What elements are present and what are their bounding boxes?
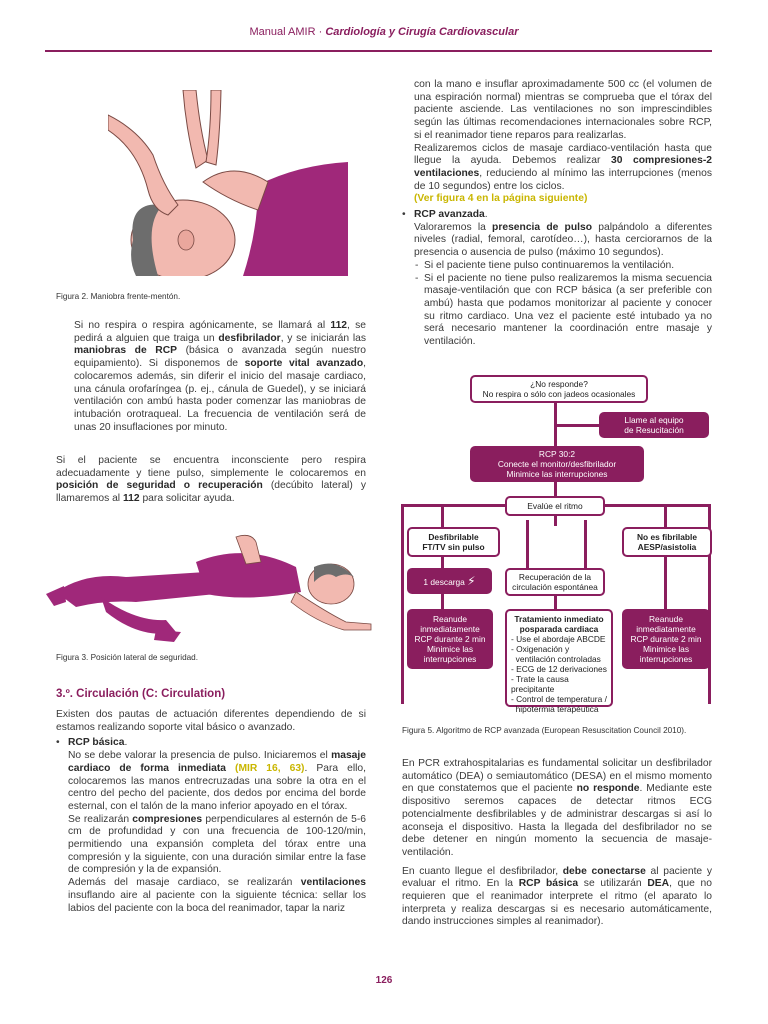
- figure-3-illustration: [46, 532, 376, 642]
- connector: [664, 557, 667, 609]
- connector: [584, 520, 587, 568]
- als-algorithm-flowchart: [396, 372, 716, 717]
- flow-post-arrest-care: Tratamiento inmediato posparada cardiaca - Use el abordaje ABCDE - Oxigenación y ventilación controladas - ECG de 12 derivaciones - Trate la causa precipitante - Control de temperatura / hipotermia terapéutica: [505, 609, 613, 707]
- connector: [526, 520, 529, 568]
- header-rule: [45, 50, 712, 52]
- paragraph-recovery-position: Si el paciente se encuentra inconsciente pero respira adecuadamente y tiene pulso, simplemente le colocaremos en posición de seguridad o recuperación (decúbito lateral) y llamaremos al 112 para solicitar ayuda.: [56, 455, 366, 505]
- rcp-avanzada-item: • RCP avanzada. Valoraremos la presencia de pulso palpándolo a diferentes niveles (radial, femoral, carotídeo…), hasta cerciorarnos de la presencia o ausencia de pulso (máximo 10 segundos). - Si el paciente tiene pulso continuaremos la ventilación. - Si el paciente no tiene pulso realizaremos la misma secuencia masaje-ventilación que con RCP básica (a ser preferible con ambú) hasta que podamos monitorizar al paciente y conocer su ritmo cardiaco. Una vez el paciente esté intubado ya no será necesario mantener la coordinación entre masaje y ventilación.: [402, 209, 712, 349]
- flow-call-team: Llame al equipo de Resucitación: [599, 412, 709, 438]
- flow-rosc: Recuperación de la circulación espontánea: [505, 568, 605, 596]
- lightning-icon: ⚡: [467, 573, 476, 588]
- defibrillator-text: En PCR extrahospitalarias es fundamental solicitar un desfibrilador automático (DEA) o semiautomático (DESA) en el mismo momento en que constatemos que el paciente no responde. Mediante este dispositivo seremos capaces de detectar ritmos ECG potencialmente desfibrilables y de administrar descargas si así lo aconseja el dispositivo. Hasta la llegada del desfibrilador no se debe detener en ningún momento la secuencia de masaje-ventilación. En cuanto llegue el desfibrilador, debe conectarse al paciente y evaluar el ritmo. En la RCP básica se utilizarán DEA, que no requieren que el reanimador interprete el ritmo (el aparato lo interpreta y realiza descargas si es necesario automáticamente, dando instrucciones simples al reanimador).: [402, 758, 713, 928]
- circulation-text: [56, 709, 366, 915]
- book-title: Manual AMIR ·: [249, 26, 326, 38]
- figure-3-caption: Figura 3. Posición lateral de seguridad.: [56, 653, 198, 662]
- page-header: [0, 26, 768, 38]
- connector: [554, 482, 557, 496]
- section-title: 3.º. Circulación (C: Circulation): [56, 688, 226, 700]
- connector: [401, 504, 404, 704]
- connector: [554, 594, 557, 610]
- flow-resume-cpr-shockable: Reanude inmediatamente RCP durante 2 min Minimice las interrupciones: [407, 609, 493, 669]
- figure-5-caption: Figura 5. Algoritmo de RCP avanzada (European Resuscitation Council 2010).: [402, 726, 687, 735]
- flow-no-response: ¿No responde? No respira o sólo con jadeos ocasionales: [470, 375, 648, 403]
- flow-shockable: Desfibrilable FT/TV sin pulso: [407, 527, 500, 557]
- book-subject: Cardiología y Cirugía Cardiovascular: [325, 26, 519, 38]
- flow-resume-cpr-non-shockable: Reanude inmediatamente RCP durante 2 min Minimice las interrupciones: [622, 609, 710, 669]
- connector: [554, 516, 557, 526]
- paragraph-ventilation: Si no respira o respira agónicamente, se llamará al 112, se pedirá a alguien que traiga un desfibrilador, y se iniciarán las maniobras de RCP (básica o avanzada según nuestro equipamiento). Si disponemos de soporte vital avanzado, colocaremos además, sin diferir el inicio del masaje cardiaco, una cánula orofaríngea (p. ej., cánula de Guedel), y se iniciará ventilación con ambú hasta poder comenzar las maniobras de intubación orotraqueal. La frecuencia de ventilación será de unas 20 insuflaciones por minuto.: [74, 320, 366, 433]
- right-column-text: con la mano e insuflar aproximadamente 500 cc (el volumen de una espiración normal) mientras se comprueba que el tórax del paciente asciende. Las ventilaciones no son imprescindibles según las últimas recomendaciones internacionales sobre RCP, si el reanimador tiene reparos para realizarlas. Realizaremos ciclos de masaje cardiaco-ventilación hasta que llegue la ayuda. Debemos realizar 30 compresiones-2 ventilaciones, reduciendo al mínimo las interrupciones (menos de 10 segundos) entre los ciclos. (Ver figura 4 en la página siguiente) • RCP avanzada. Valoraremos la presencia de pulso palpándolo a diferentes niveles (radial, femoral, carotídeo…), hasta cerciorarnos de la presencia o ausencia de pulso (máximo 10 segundos). - Si el paciente tiene pulso continuaremos la ventilación. - Si el paciente no tiene pulso realizaremos la misma secuencia masaje-ventilación que con RCP básica (a ser preferible con ambú) hasta que podamos monitorizar al paciente y conocer su ritmo cardiaco. Una vez el paciente esté intubado ya no será necesario mantener la coordinación entre masaje y ventilación.: [402, 79, 712, 349]
- circulation-intro: Existen dos pautas de actuación diferentes dependiendo de si estamos realizando soporte vital básico o avanzado.: [56, 709, 366, 733]
- flow-one-shock: 1 descarga ⚡: [407, 568, 492, 594]
- flow-assess-rhythm: Evalúe el ritmo: [505, 496, 605, 516]
- figure-2-caption: Figura 2. Maniobra frente-mentón.: [56, 292, 181, 301]
- page-number: 126: [375, 975, 393, 986]
- flow-cpr: RCP 30:2 Conecte el monitor/desfibrilador Minimice las interrupciones: [470, 446, 644, 482]
- figure-2-illustration: [108, 90, 348, 276]
- flow-non-shockable: No es fibrilable AESP/asistolia: [622, 527, 712, 557]
- connector: [556, 424, 599, 427]
- rcp-basica-item: • RCP básica. No se debe valorar la presencia de pulso. Iniciaremos el masaje cardiaco de forma inmediata (MIR 16, 63). Para ello, colocaremos las manos entrecruzadas una sobre la otra en el centro del pecho del paciente, dos dedos por encima del borde esternal, con el talón de la mano inferior apoyado en el tórax. Se realizarán compresiones perpendiculares al esternón de 5-6 cm de profundidad y con una frecuencia de 100-120/min, permitiendo una expansión completa del tórax entre una compresión y la siguiente, con una duración similar entre la fase de compresión y la de expansión. Además del masaje cardiaco, se realizarán ventilaciones insuflando aire al paciente con la siguiente técnica: sellar los labios del paciente con la boca del reanimador, tapar la nariz: [56, 737, 366, 915]
